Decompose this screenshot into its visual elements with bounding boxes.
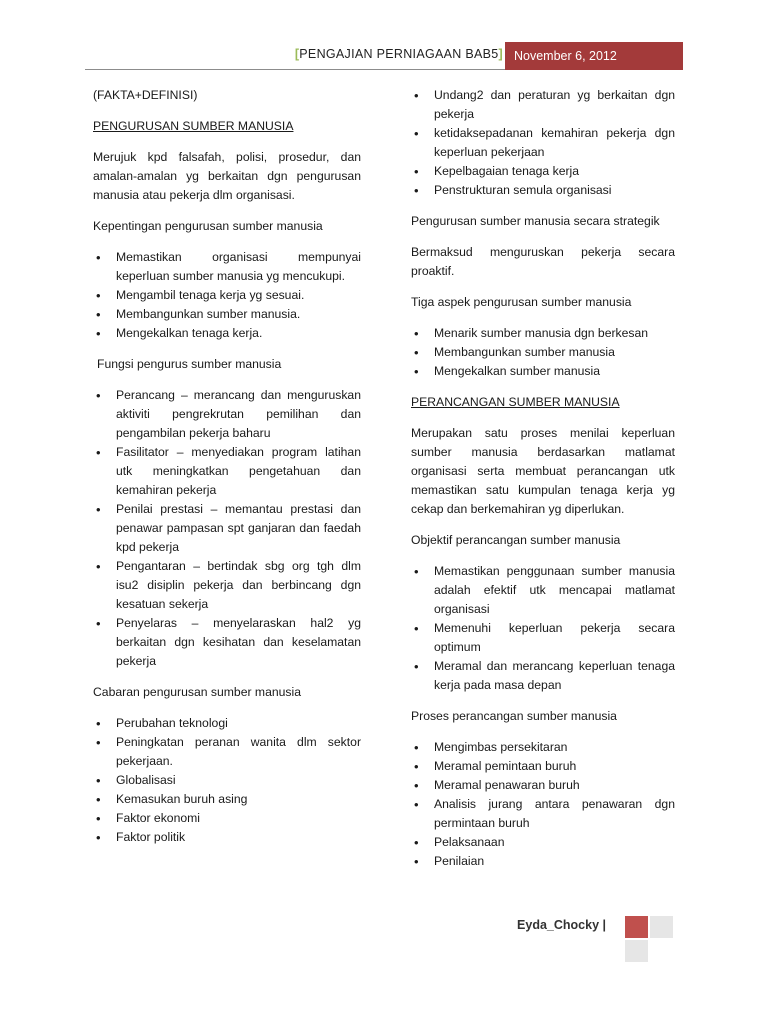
- header-divider: [85, 69, 505, 70]
- footer-square-gray: [650, 916, 673, 938]
- list-item: • Membangunkan sumber manusia: [411, 343, 675, 362]
- subheading-objektif: Objektif perancangan sumber manusia: [411, 533, 621, 547]
- list-item: • Analisis jurang antara penawaran dgn permintaan buruh: [411, 795, 675, 833]
- list-item: • Mengambil tenaga kerja yg sesuai.: [93, 286, 361, 305]
- footer-square-red: [625, 916, 648, 938]
- subheading-cabaran: Cabaran pengurusan sumber manusia: [93, 685, 301, 699]
- kepentingan-list: [93, 248, 361, 343]
- list-item: • Peningkatan peranan wanita dlm sektor pekerjaan.: [93, 733, 361, 771]
- left-column: [93, 86, 361, 859]
- section-heading-psm: PENGURUSAN SUMBER MANUSIA: [93, 119, 294, 133]
- list-item: • Penyelaras – menyelaraskan hal2 yg berkaitan dgn kesihatan dan keselamatan pekerja: [93, 614, 361, 671]
- list-item: • Penilaian: [411, 852, 675, 871]
- section-heading-perancangan: PERANCANGAN SUMBER MANUSIA: [411, 395, 620, 409]
- list-item: • Membangunkan sumber manusia.: [93, 305, 361, 324]
- list-item: • Mengimbas persekitaran: [411, 738, 675, 757]
- header-title-text: PENGAJIAN PERNIAGAAN BAB5: [299, 47, 499, 61]
- page-header: [85, 42, 683, 70]
- list-item: • Penstrukturan semula organisasi: [411, 181, 675, 200]
- cabaran-list-continued: [411, 86, 675, 200]
- header-date: November 6, 2012: [505, 42, 683, 70]
- list-item: • Meramal penawaran buruh: [411, 776, 675, 795]
- intro-label: (FAKTA+DEFINISI): [93, 88, 198, 102]
- list-item: • Fasilitator – menyediakan program latihan utk meningkatkan pengetahuan dan kemahiran pekerja: [93, 443, 361, 500]
- list-item: • Memenuhi keperluan pekerja secara optimum: [411, 619, 675, 657]
- list-item: • ketidaksepadanan kemahiran pekerja dgn keperluan pekerjaan: [411, 124, 675, 162]
- right-column: [411, 86, 675, 883]
- subheading-strategik: Pengurusan sumber manusia secara strategik: [411, 214, 660, 228]
- header-bracket-open: [: [294, 47, 300, 61]
- definition-paragraph: Merujuk kpd falsafah, polisi, prosedur, dan amalan-amalan yg berkaitan dgn pengurusan manusia atau pekerja dlm organisasi.: [93, 150, 361, 202]
- list-item: • Pelaksanaan: [411, 833, 675, 852]
- list-item: • Penilai prestasi – memantau prestasi dan penawar pampasan spt ganjaran dan faedah kpd pekerja: [93, 500, 361, 557]
- cabaran-list: [93, 714, 361, 847]
- list-item: • Memastikan organisasi mempunyai keperluan sumber manusia yg mencukupi.: [93, 248, 361, 286]
- footer-author: Eyda_Chocky |: [517, 918, 606, 932]
- list-item: • Perubahan teknologi: [93, 714, 361, 733]
- list-item: • Faktor ekonomi: [93, 809, 361, 828]
- perancangan-paragraph: Merupakan satu proses menilai keperluan sumber manusia berdasarkan matlamat organisasi serta membuat perancangan utk memastikan satu kumpulan tenaga kerja yg cekap dan berkemahiran yg diperlukan.: [411, 426, 675, 516]
- list-item: • Mengekalkan sumber manusia: [411, 362, 675, 381]
- footer-square-gray: [625, 940, 648, 962]
- list-item: • Meramal pemintaan buruh: [411, 757, 675, 776]
- tiga-aspek-list: [411, 324, 675, 381]
- list-item: • Meramal dan merancang keperluan tenaga kerja pada masa depan: [411, 657, 675, 695]
- list-item: • Undang2 dan peraturan yg berkaitan dgn pekerja: [411, 86, 675, 124]
- list-item: • Kepelbagaian tenaga kerja: [411, 162, 675, 181]
- subheading-proses: Proses perancangan sumber manusia: [411, 709, 617, 723]
- list-item: • Memastikan penggunaan sumber manusia adalah efektif utk mencapai matlamat organisasi: [411, 562, 675, 619]
- subheading-fungsi: Fungsi pengurus sumber manusia: [97, 357, 282, 371]
- strategik-paragraph: Bermaksud menguruskan pekerja secara proaktif.: [411, 245, 675, 278]
- list-item: • Kemasukan buruh asing: [93, 790, 361, 809]
- list-item: • Faktor politik: [93, 828, 361, 847]
- list-item: • Pengantaran – bertindak sbg org tgh dlm isu2 disiplin pekerja dan berbincang dgn kesatuan sekerja: [93, 557, 361, 614]
- list-item: • Mengekalkan tenaga kerja.: [93, 324, 361, 343]
- subheading-kepentingan: Kepentingan pengurusan sumber manusia: [93, 219, 323, 233]
- proses-list: [411, 738, 675, 871]
- list-item: • Menarik sumber manusia dgn berkesan: [411, 324, 675, 343]
- list-item: • Globalisasi: [93, 771, 361, 790]
- subheading-tiga-aspek: Tiga aspek pengurusan sumber manusia: [411, 295, 632, 309]
- header-title: [295, 47, 503, 61]
- objektif-list: [411, 562, 675, 695]
- list-item: • Perancang – merancang dan menguruskan aktiviti pengrekrutan pemilihan dan pengambilan pekerja baharu: [93, 386, 361, 443]
- page-footer: [0, 916, 768, 966]
- header-bracket-close: ]: [498, 47, 503, 61]
- fungsi-list: [93, 386, 361, 671]
